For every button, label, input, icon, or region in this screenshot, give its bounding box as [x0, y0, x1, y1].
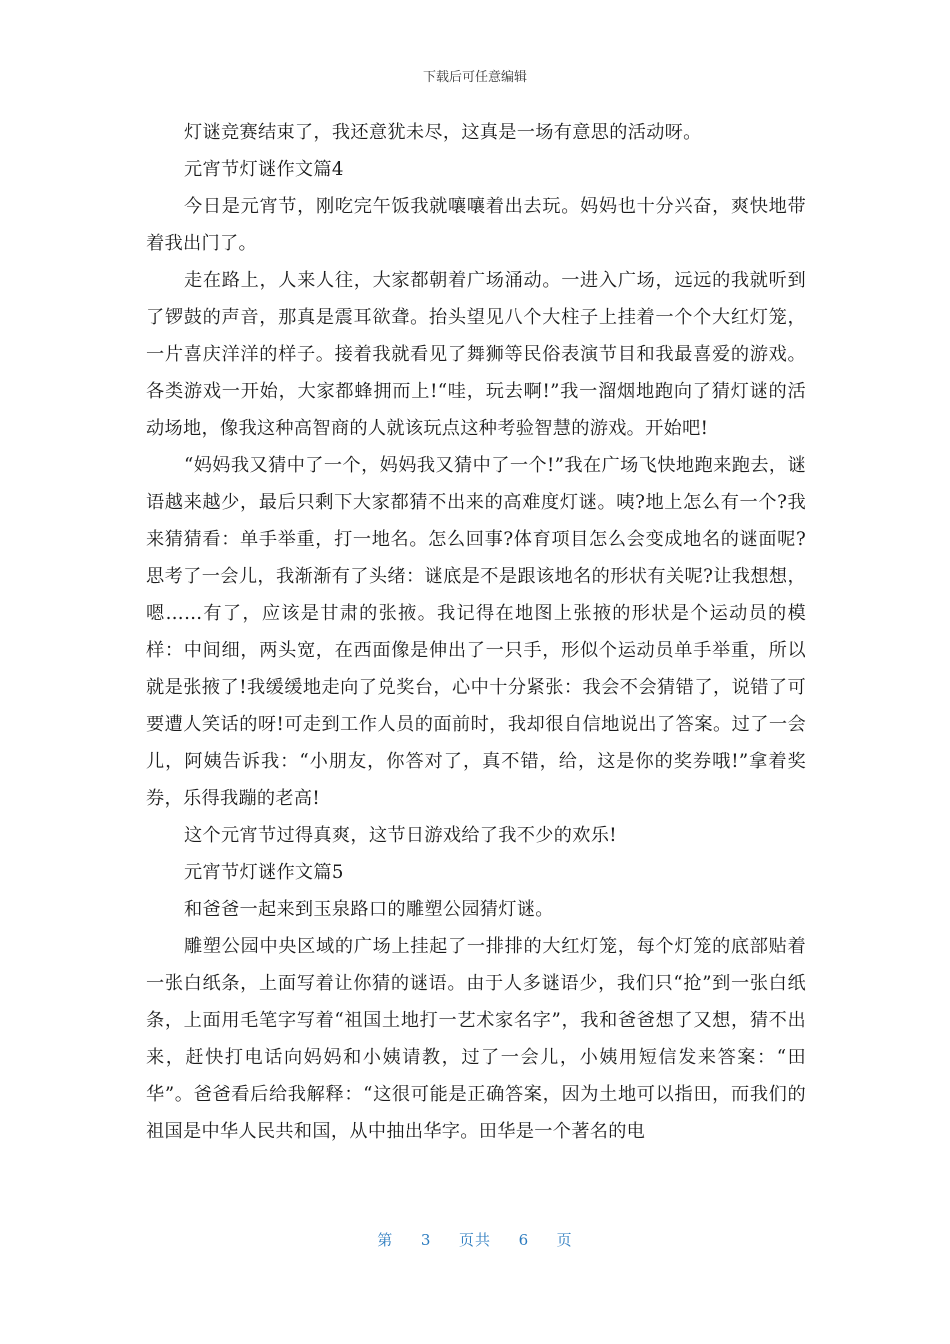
paragraph: 雕塑公园中央区域的广场上挂起了一排排的大红灯笼，每个灯笼的底部贴着一张白纸条，上面写着让你猜的谜语。由于人多谜语少，我们只“抢”到一张白纸条，上面用毛笔字写着“祖国土地打一艺术家名字”，我和爸爸想了又想，猜不出来，赶快打电话向妈妈和小姨请教，过了一会儿，小姨用短信发来答案：“田华”。爸爸看后给我解释：“这很可能是正确答案，因为土地可以指田，而我们的祖国是中华人民共和国，从中抽出华字。田华是一个著名的电: [146, 936, 806, 1142]
page-label-middle: 页共: [458, 1231, 491, 1249]
total-pages-number: 6: [518, 1231, 530, 1249]
page-header: 下载后可任意编辑: [422, 70, 527, 85]
paragraph: 走在路上，人来人往，大家都朝着广场涌动。一进入广场，远远的我就听到了锣鼓的声音，那真是震耳欲聋。抬头望见八个大柱子上挂着一个个大红灯笼，一片喜庆洋洋的样子。接着我就看见了舞狮等民俗表演节目和我最喜爱的游戏。各类游戏一开始，大家都蜂拥而上!“哇，玩去啊!”我一溜烟地跑向了猜灯谜的活动场地，像我这种高智商的人就该玩点这种考验智慧的游戏。开始吧!: [146, 270, 806, 439]
paragraph-closing-3: 灯谜竞赛结束了，我还意犹未尽，这真是一场有意思的活动呀。: [184, 122, 702, 143]
paragraph: 和爸爸一起来到玉泉路口的雕塑公园猜灯谜。: [184, 899, 554, 920]
page-label-after: 页: [556, 1231, 573, 1249]
document-body: [146, 114, 806, 1150]
page-label-before: 第: [377, 1231, 394, 1249]
current-page-number: 3: [420, 1231, 432, 1249]
page-footer: [0, 1229, 950, 1250]
section-title-4: 元宵节灯谜作文篇4: [184, 159, 344, 180]
section-title-5: 元宵节灯谜作文篇5: [184, 862, 344, 883]
paragraph: 这个元宵节过得真爽，这节日游戏给了我不少的欢乐!: [184, 825, 617, 846]
paragraph: 今日是元宵节，刚吃完午饭我就嚷嚷着出去玩。妈妈也十分兴奋，爽快地带着我出门了。: [146, 196, 806, 254]
paragraph: “妈妈我又猜中了一个，妈妈我又猜中了一个!”我在广场飞快地跑来跑去，谜语越来越少，最后只剩下大家都猜不出来的高难度灯谜。咦?地上怎么有一个?我来猜猜看：单手举重，打一地名。怎么回事?体育项目怎么会变成地名的谜面呢?思考了一会儿，我渐渐有了头绪：谜底是不是跟该地名的形状有关呢?让我想想，嗯……有了，应该是甘肃的张掖。我记得在地图上张掖的形状是个运动员的模样：中间细，两头宽，在西面像是伸出了一只手，形似个运动员单手举重，所以就是张掖了!我缓缓地走向了兑奖台，心中十分紧张：我会不会猜错了，说错了可要遭人笑话的呀!可走到工作人员的面前时，我却很自信地说出了答案。过了一会儿，阿姨告诉我：“小朋友，你答对了，真不错，给，这是你的奖券哦!”拿着奖券，乐得我蹦的老高!: [146, 455, 806, 809]
